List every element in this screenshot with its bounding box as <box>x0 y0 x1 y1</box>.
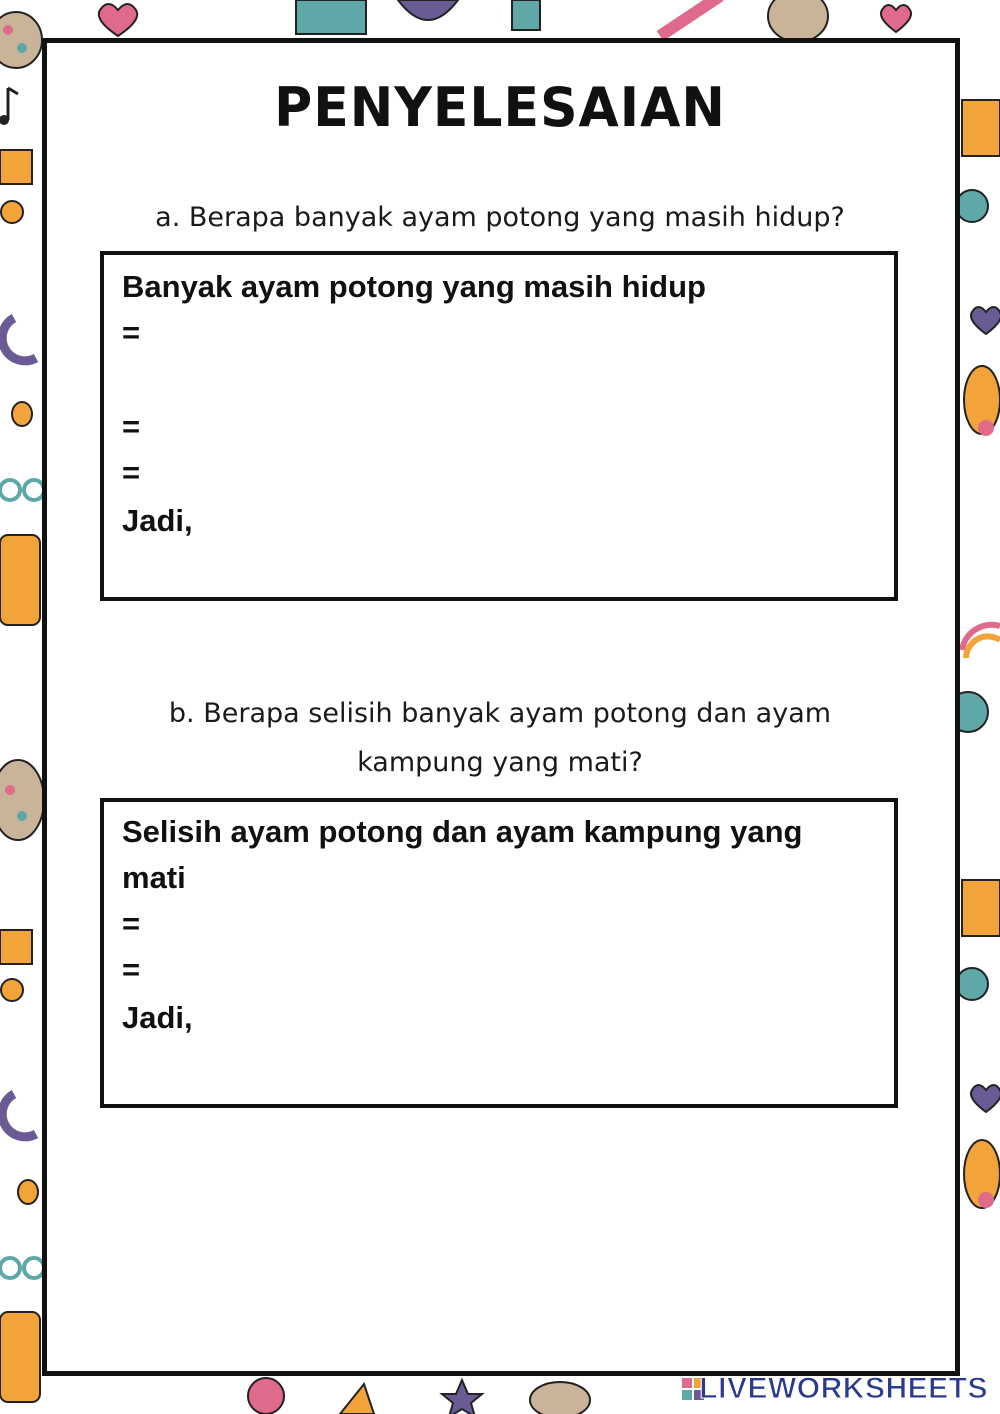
book-icon <box>296 0 366 34</box>
bow-icon <box>398 0 458 20</box>
answer-a-heading: Banyak ayam potong yang masih hidup <box>122 269 706 304</box>
atom-icon <box>964 366 1000 436</box>
palette-icon <box>768 0 828 42</box>
question-b-line-2: kampung yang mati? <box>357 747 643 778</box>
watermark: LIVEWORKSHEETS <box>699 1372 988 1405</box>
answer-box-b[interactable] <box>100 798 898 1108</box>
page-title: PENYELESAIAN <box>274 76 726 140</box>
smiley-icon <box>956 968 988 1000</box>
magnet-icon <box>2 318 36 361</box>
pencil-icon <box>660 0 720 36</box>
glasses-icon <box>0 1258 44 1278</box>
question-b <box>0 689 1000 787</box>
answer-b-heading-line-1: Selisih ayam potong dan ayam kampung yang <box>122 814 803 849</box>
answer-a-equation-3: = <box>122 455 141 490</box>
star-icon <box>442 1380 482 1414</box>
calculator-icon <box>0 1312 40 1402</box>
ruler-icon <box>0 930 32 964</box>
ruler-icon <box>0 150 32 184</box>
smiley-icon <box>1 979 23 1001</box>
answer-b-equation-1: = <box>122 906 141 941</box>
heart-icon <box>99 4 137 36</box>
answer-b-equation-2: = <box>122 952 141 987</box>
answer-a-equation-1: = <box>122 315 141 350</box>
atom-icon <box>18 1180 38 1204</box>
question-b-line-1: b. Berapa selisih banyak ayam potong dan ayam <box>168 698 832 729</box>
question-a: a. Berapa banyak ayam potong yang masih hidup? <box>155 202 845 233</box>
heart-icon <box>971 1085 1000 1112</box>
palette-icon <box>530 1382 590 1414</box>
answer-box-a[interactable] <box>100 251 898 601</box>
glasses-icon <box>0 480 44 500</box>
calculator-icon <box>0 535 40 625</box>
answer-a-equation-2: = <box>122 409 141 444</box>
rainbow-icon <box>962 625 1000 658</box>
answer-a-conclusion: Jadi, <box>122 503 193 538</box>
atom-icon <box>12 402 32 426</box>
answer-b-conclusion: Jadi, <box>122 1000 193 1035</box>
heart-icon <box>881 5 911 32</box>
tube-icon <box>512 0 540 30</box>
palette-icon <box>0 12 42 68</box>
rocket-icon <box>340 1384 374 1414</box>
answer-b-heading-line-2: mati <box>122 860 186 895</box>
atom-icon <box>964 1140 1000 1208</box>
box-icon <box>962 880 1000 936</box>
smiley-icon <box>248 1378 284 1414</box>
magnet-icon <box>2 1094 36 1137</box>
heart-icon <box>971 307 1000 334</box>
